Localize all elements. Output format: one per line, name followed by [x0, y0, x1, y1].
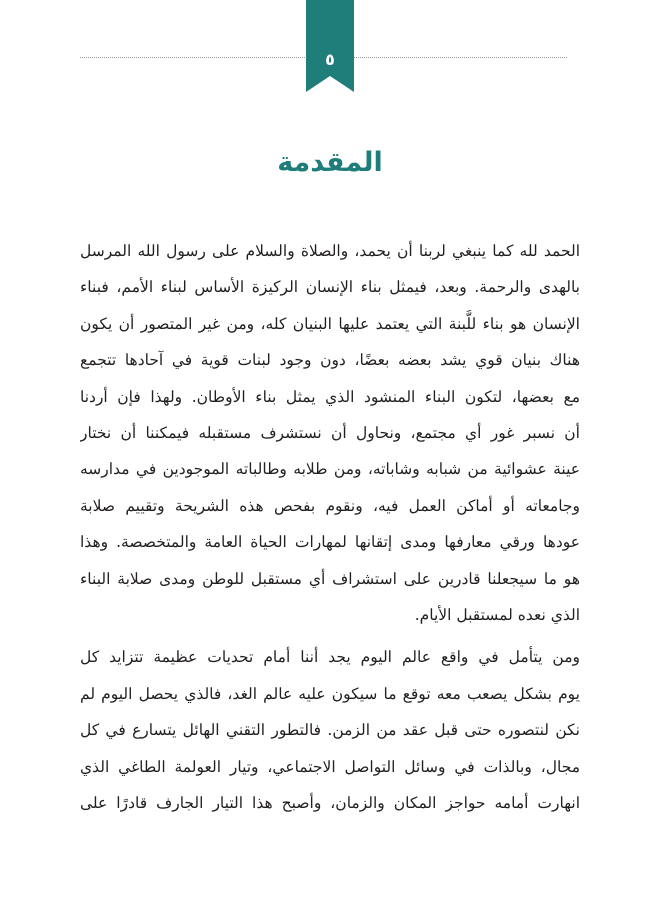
text-line: هناك بنيان قوي يشد بعضه بعضًا، دون وجود لبنات قوية في آحادها تتجمع [80, 351, 580, 370]
chapter-title: المقدمة [277, 147, 383, 178]
text-line: عينة عشوائية من شبابه وشاباته، ومن طلابه وطالباته الموجودين في مدارسه [80, 460, 580, 479]
text-line: وجامعاته أو أماكن العمل فيه، ونقوم بفحص هذه الشريحة وتقييم صلابة [80, 496, 580, 515]
text-line: مجال، وبالذات في وسائل التواصل الاجتماعي، وتيار العولمة الطاغي الذي [80, 757, 580, 776]
bookmark-ribbon-shape [306, 0, 354, 92]
text-line: الحمد لله كما ينبغي لربنا أن يحمد، والصلاة والسلام على رسول الله المرسل [80, 242, 580, 260]
body-text [80, 233, 580, 828]
text-line: يوم بشكل يصعب معه توقع ما سيكون عليه عالم الغد، فالذي يحصل اليوم لم [80, 684, 580, 703]
text-line: أن نسبر غور أي مجتمع، ونحاول أن نستشرف مستقبله فيمكننا أن نختار [80, 424, 580, 443]
page-number: ٥ [325, 50, 335, 69]
text-line: الإنسان هو بناء للَّبنة التي يعتمد عليها البنيان كله، ومن غير المتصور أن يكون [80, 314, 580, 333]
text-line: انهارت أمامه حواجز المكان والزمان، وأصبح هذا التيار الجارف قادرًا على [80, 794, 580, 813]
text-line: عودها ورقي معارفها ومدى إتقانها لمهارات الحياة العامة والمتخصصة. وهذا [80, 533, 580, 552]
paragraph-2 [80, 639, 580, 821]
paragraph-1 [80, 233, 580, 633]
page-number-ribbon [306, 0, 354, 92]
text-line: هو ما سيجعلنا قادرين على استشراف أي مستقبل للوطن ومدى صلابة البناء [80, 569, 580, 588]
text-line: مع بعضها، لتكون البناء المنشود الذي يمثل بناء الأوطان. ولهذا فإن أردنا [80, 387, 580, 406]
text-line: بالهدى والرحمة. وبعد، فيمثل بناء الإنسان الركيزة الأساس لبناء الأمم، فبناء [80, 278, 580, 297]
text-line: الذي نعده لمستقبل الأيام. [414, 606, 580, 625]
text-line: نكن لنتصوره حتى قبل عقد من الزمن. فالتطور التقني الهائل يتسارع في كل [80, 721, 580, 740]
text-line: ومن يتأمل في واقع عالم اليوم يجد أننا أمام تحديات عظيمة تتزايد كل [80, 648, 580, 667]
